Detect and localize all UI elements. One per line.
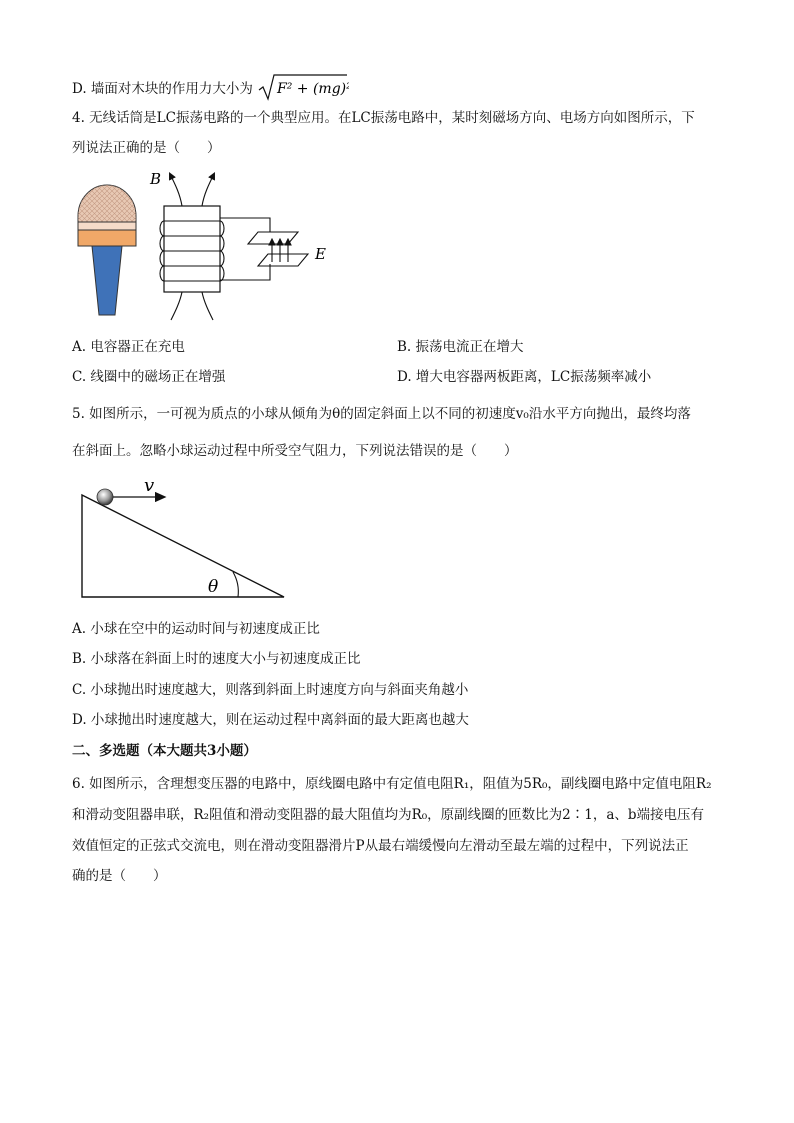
q5-stem-line2: 在斜面上。忽略小球运动过程中所受空气阻力，下列说法错误的是（ ） xyxy=(72,443,518,459)
q4-option-c: C. 线圈中的磁场正在增强 xyxy=(72,369,226,385)
label-e: E xyxy=(315,245,326,263)
mic-ring xyxy=(78,230,136,246)
formula-text: F² + (mg)² xyxy=(277,81,350,97)
incline-triangle xyxy=(82,495,284,597)
q3-option-d xyxy=(72,72,349,107)
mic-handle xyxy=(92,246,122,315)
q5-option-d: D. 小球抛出时速度越大，则在运动过程中离斜面的最大距离也越大 xyxy=(72,712,469,728)
capacitor-top-plate xyxy=(248,232,298,244)
q4-option-a: A. 电容器正在充电 xyxy=(72,339,185,355)
section-heading: 二、多选题（本大题共3小题） xyxy=(72,743,257,759)
q3-option-d-text: D. 墙面对木块的作用力大小为 xyxy=(72,81,253,97)
sqrt-formula-graphic xyxy=(257,72,349,102)
q6-line2: 和滑动变阻器串联，R₂阻值和滑动变阻器的最大阻值均为R₀，原副线圈的匝数比为2∶1，a、b端接电压有 xyxy=(72,807,705,823)
q5-option-b: B. 小球落在斜面上时的速度大小与初速度成正比 xyxy=(72,651,361,667)
capacitor-bottom-plate xyxy=(258,254,308,266)
q4-option-b: B. 振荡电流正在增大 xyxy=(397,339,524,355)
q5-stem-line1: 5. 如图所示，一可视为质点的小球从倾角为θ的固定斜面上以不同的初速度v₀沿水平方向抛出，最终均落 xyxy=(72,406,691,422)
angle-arc xyxy=(233,572,238,597)
q4-stem-line1: 4. 无线话筒是LC振荡电路的一个典型应用。在LC振荡电路中，某时刻磁场方向、电场方向如图所示，下 xyxy=(72,110,695,126)
q6-line3: 效值恒定的正弦式交流电，则在滑动变阻器滑片P从最右端缓慢向左滑动至最左端的过程中，下列说法正 xyxy=(72,838,689,854)
q5-figure xyxy=(78,476,292,604)
label-v: v xyxy=(144,476,155,496)
q5-option-c: C. 小球抛出时速度越大，则落到斜面上时速度方向与斜面夹角越小 xyxy=(72,682,469,698)
microphone-icon xyxy=(78,185,136,315)
ball xyxy=(97,489,113,505)
magnetic-field-lines xyxy=(170,174,214,320)
q4-option-d: D. 增大电容器两板距离，LC振荡频率减小 xyxy=(397,369,652,385)
capacitor xyxy=(248,232,308,266)
q4-stem-line2: 列说法正确的是（ ） xyxy=(72,140,221,156)
mic-mesh xyxy=(78,185,136,222)
circuit-wires xyxy=(220,218,270,280)
label-b: B xyxy=(150,170,162,188)
mic-band-upper xyxy=(78,222,136,230)
inductor-coil xyxy=(160,206,224,292)
q4-figure xyxy=(72,166,342,322)
electric-field-arrows xyxy=(272,240,288,262)
q3-option-d-formula xyxy=(257,72,349,107)
q6-line4: 确的是（ ） xyxy=(72,868,167,884)
coil-core xyxy=(164,206,220,292)
q6-line1: 6. 如图所示，含理想变压器的电路中，原线圈电路中有定值电阻R₁，阻值为5R₀，副线圈电路中定值电阻R₂ xyxy=(72,776,712,792)
q5-option-a: A. 小球在空中的运动时间与初速度成正比 xyxy=(72,621,320,637)
label-theta: θ xyxy=(208,577,219,597)
